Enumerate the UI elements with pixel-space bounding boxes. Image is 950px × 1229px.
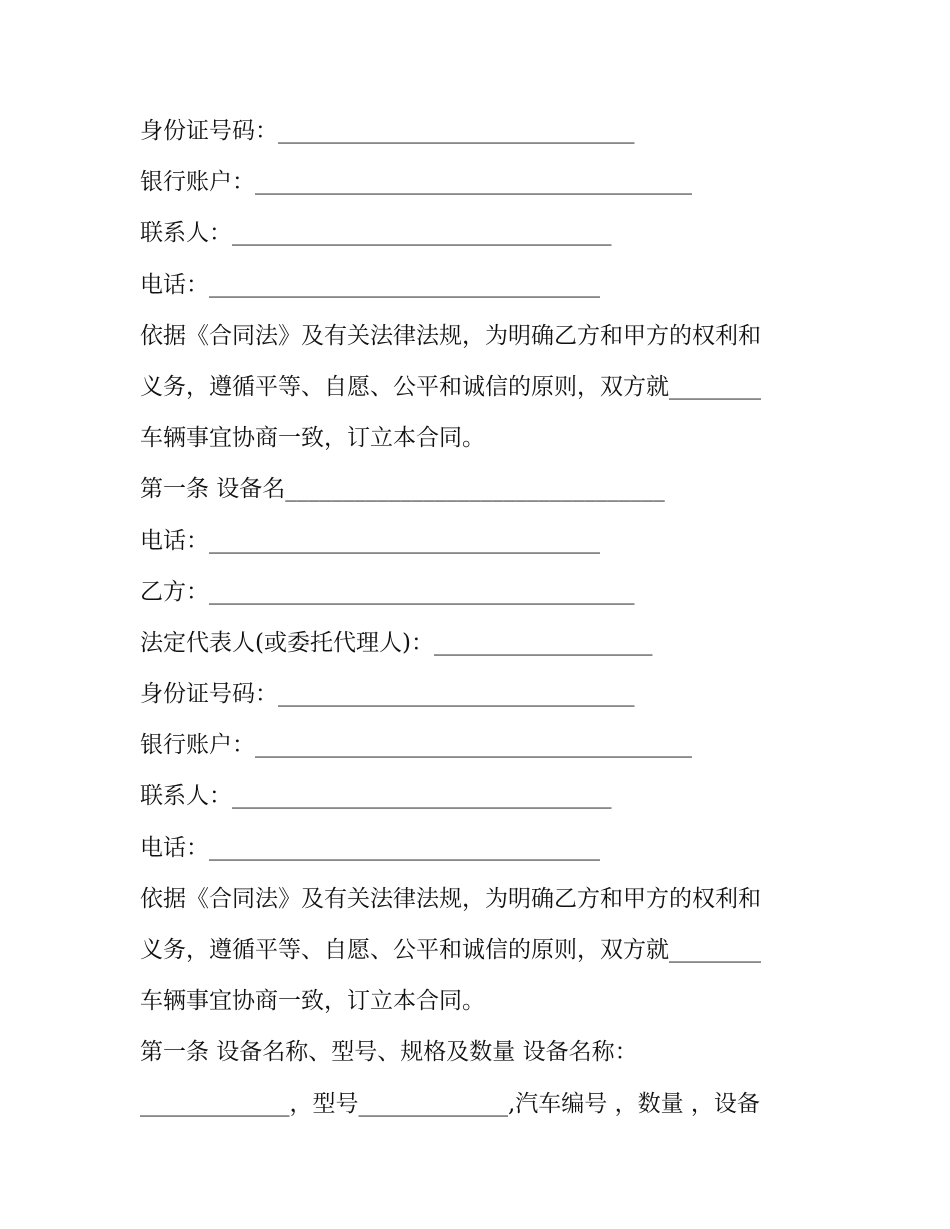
paragraph-line: 车辆事宜协商一致，订立本合同。 [140,988,485,1015]
id-number-line: 身份证号码：_______________________________ [140,118,635,144]
paragraph-line: 依据《合同法》及有关法律法规，为明确乙方和甲方的权利和 [140,885,761,912]
equipment-spec-line: _____________，型号_____________,汽车编号 ，数量 ，设备 [140,1090,760,1117]
party-b-line: 乙方：_____________________________________ [140,578,635,605]
id-number-line: 身份证号码：_______________________________ [140,681,635,708]
contact-person-line: 联系人：_________________________________ [140,783,612,810]
phone-line: 电话：__________________________________ [140,527,600,554]
phone-line: 电话：__________________________________ [140,834,600,861]
contact-person-line: 联系人：_________________________________ [140,220,612,247]
paragraph-line: 依据《合同法》及有关法律法规，为明确乙方和甲方的权利和 [140,322,761,349]
paragraph-line: 车辆事宜协商一致，订立本合同。 [140,425,485,452]
article-one-full-line: 第一条 设备名称、型号、规格及数量 设备名称： [140,1039,638,1066]
paragraph-line: 义务，遵循平等、自愿、公平和诚信的原则，双方就________ [140,937,761,963]
phone-line: 电话：__________________________________ [140,271,600,298]
legal-rep-line: 法定代表人(或委托代理人)：___________________ [140,629,653,656]
bank-account-line: 银行账户：______________________________________ [140,169,692,196]
article-one-line: 第一条 设备名_________________________________ [140,476,665,503]
paragraph-line: 义务，遵循平等、自愿、公平和诚信的原则，双方就________ [140,373,761,400]
contract-page [140,106,820,1130]
bank-account-line: 银行账户：______________________________________ [140,732,692,759]
